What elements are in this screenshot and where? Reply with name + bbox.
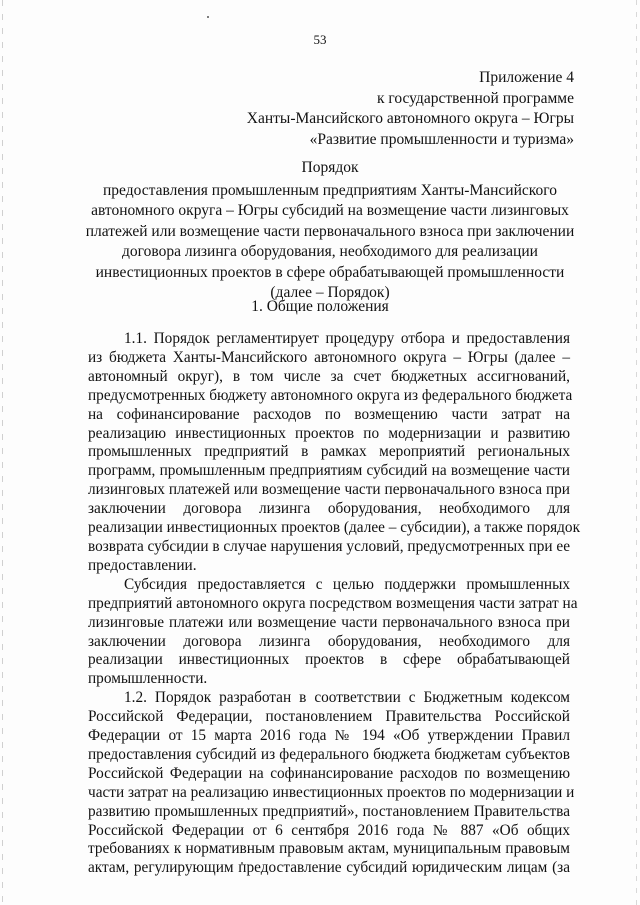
body-line: лизинговых платежей или возмещение части первоначального взноса при (88, 481, 570, 499)
body-line: Российской Федерации, постановлением Правительства Российской (88, 708, 570, 726)
title-line: автономного округа – Югры субсидий на возмещение части лизинговых (91, 202, 569, 219)
title-line: договора лизинга оборудования, необходимого для реализации (122, 243, 538, 260)
title-line: инвестиционных проектов в сфере обрабатывающей промышленности (95, 263, 565, 281)
body-line: предприятий автономного округа посредством возмещения части затрат на (88, 594, 578, 612)
body-line: предоставления субсидий из федерального бюджета бюджетам субъектов (88, 745, 570, 763)
body-line: развитию промышленных предприятий», постановлением Правительства (88, 802, 570, 820)
body-line: Субсидия предоставляется с целью поддержки промышленных (124, 575, 570, 593)
body-line: 1.2. Порядок разработан в соответствии с Бюджетным кодексом (124, 689, 570, 707)
body-line: промышленности. (88, 670, 208, 688)
body-line: предоставлении. (88, 556, 197, 574)
body-line: из бюджета Ханты-Мансийского автономного округа – Югры (далее – (88, 348, 570, 366)
body-line: реализации инвестиционных проектов в сфере обрабатывающей (88, 651, 570, 669)
body-line: требованиях к нормативным правовым актам, муниципальным правовым (88, 840, 570, 858)
body-line: программ, промышленным предприятиям субсидий на возмещение части (88, 462, 570, 480)
body-line: Российской Федерации от 6 сентября 2016 года № 887 «Об общих (88, 821, 570, 839)
body-line: реализации инвестиционных проектов (далее – субсидии), а также порядок (88, 519, 581, 537)
body-line: лизинговые платежи или возмещение части первоначального взноса при (88, 613, 570, 631)
scan-edge-right (636, 0, 637, 905)
document-title (80, 158, 580, 304)
body-line: Российской Федерации на софинансирование расходов по возмещению (88, 764, 570, 782)
appendix-header (194, 68, 574, 150)
appendix-line: Ханты-Мансийского автономного округа – Югры (246, 110, 574, 127)
body-line: автономный округ), в том числе за счет бюджетных ассигнований, (88, 367, 570, 385)
title-line: (далее – Порядок) (270, 284, 390, 301)
body-line: возврата субсидии в случае нарушения условий, предусмотренных при ее (88, 537, 571, 555)
body-line: на софинансирование расходов по возмещению части затрат на (88, 405, 570, 423)
appendix-line: к государственной программе (376, 89, 574, 107)
body-line: промышленных предприятий в рамках мероприятий региональных (88, 443, 570, 461)
scan-edge-left (2, 0, 3, 905)
body-line: части затрат на реализацию инвестиционных проектов по модернизации и (88, 783, 575, 801)
appendix-line: «Развитие промышленности и туризма» (309, 130, 574, 148)
section-title: 1. Общие положения (251, 298, 389, 315)
body-line: 1.1. Порядок регламентирует процедуру отбора и предоставления (124, 330, 570, 347)
appendix-line: Приложение 4 (479, 69, 574, 86)
body-line: предусмотренных бюджету автономного округа из федерального бюджета (88, 386, 573, 404)
title-line: платежей или возмещение части первоначального взноса при заключении (85, 222, 575, 240)
body-line: Федерации от 15 марта 2016 года № 194 «Об утверждении Правил (88, 727, 570, 745)
title-heading: Порядок (301, 159, 359, 176)
body-line: заключении договора лизинга оборудования, необходимого для (88, 500, 570, 518)
body-line: заключении договора лизинга оборудования, необходимого для (88, 632, 570, 650)
body-line: актам, регулирующим предоставление субсидий юридическим лицам (за (88, 859, 570, 877)
body-line: реализацию инвестиционных проектов по модернизации и развитию (88, 424, 570, 442)
scan-speck (207, 16, 209, 18)
body-text (88, 330, 581, 878)
title-line: предоставления промышленным предприятиям Ханты-Мансийского (103, 181, 557, 199)
page-number: 53 (313, 32, 327, 47)
